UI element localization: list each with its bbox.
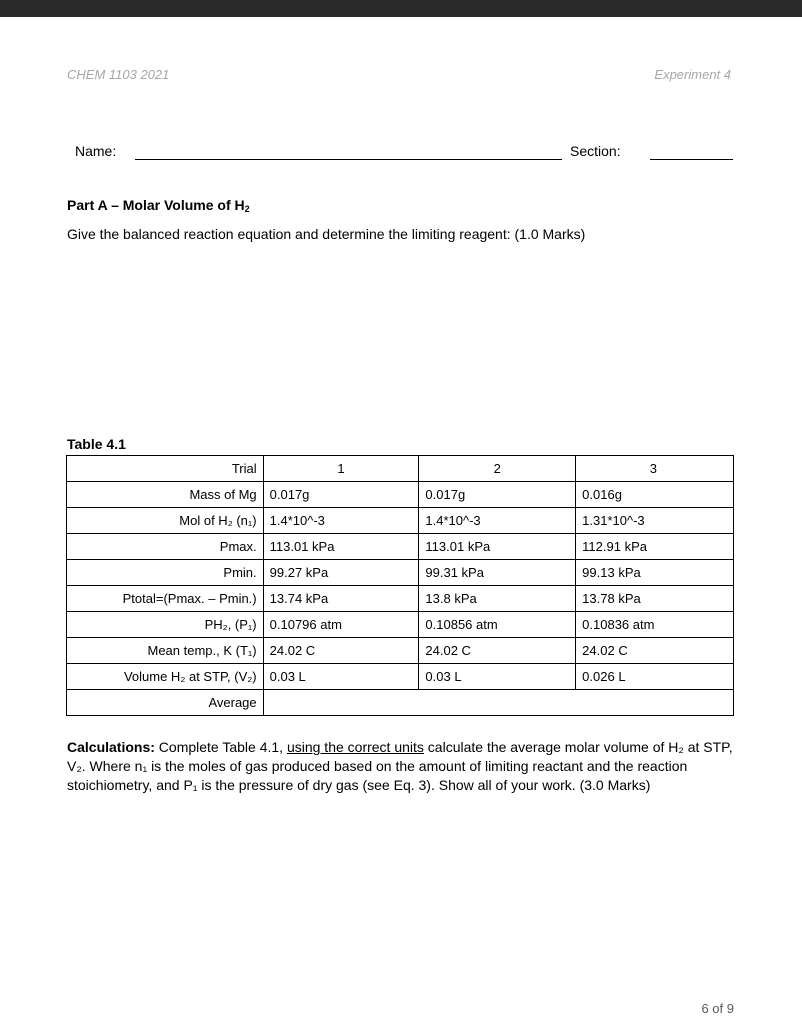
cell[interactable]: 99.13 kPa bbox=[576, 560, 734, 586]
table-row bbox=[67, 508, 734, 534]
row-label: Ptotal=(Pmax. – Pmin.) bbox=[67, 586, 264, 612]
cell[interactable]: 0.03 L bbox=[419, 664, 576, 690]
cell[interactable]: 99.27 kPa bbox=[263, 560, 419, 586]
cell[interactable]: 13.78 kPa bbox=[576, 586, 734, 612]
section-field[interactable] bbox=[650, 159, 733, 160]
cell[interactable]: 24.02 C bbox=[263, 638, 419, 664]
table-row bbox=[67, 482, 734, 508]
page-number: 6 of 9 bbox=[701, 1001, 734, 1016]
calculations-lead: Calculations: bbox=[67, 739, 155, 755]
table-row bbox=[67, 638, 734, 664]
trial-2-header: 2 bbox=[419, 456, 576, 482]
average-row bbox=[67, 690, 734, 716]
row-label: Pmax. bbox=[67, 534, 264, 560]
table-row bbox=[67, 612, 734, 638]
cell[interactable]: 113.01 kPa bbox=[263, 534, 419, 560]
trial-label: Trial bbox=[67, 456, 264, 482]
average-label: Average bbox=[67, 690, 264, 716]
row-label: Pmin. bbox=[67, 560, 264, 586]
table-row bbox=[67, 534, 734, 560]
course-header: CHEM 1103 2021 bbox=[67, 67, 170, 82]
cell[interactable]: 0.017g bbox=[263, 482, 419, 508]
data-table bbox=[66, 455, 734, 716]
row-label: Mass of Mg bbox=[67, 482, 264, 508]
correct-units-emphasis: using the correct units bbox=[286, 739, 424, 755]
cell[interactable]: 0.03 L bbox=[263, 664, 419, 690]
top-bar bbox=[0, 0, 802, 17]
part-a-instruction: Give the balanced reaction equation and determine the limiting reagent: (1.0 Marks) bbox=[67, 226, 586, 242]
cell[interactable]: 24.02 C bbox=[576, 638, 734, 664]
average-cell[interactable] bbox=[263, 690, 733, 716]
name-label: Name: bbox=[75, 143, 117, 159]
cell[interactable]: 112.91 kPa bbox=[576, 534, 734, 560]
row-label: Mean temp., K (T₁) bbox=[67, 638, 264, 664]
cell[interactable]: 0.016g bbox=[576, 482, 734, 508]
calculations-text: Calculations: Complete Table 4.1, using the correct units calculate the average molar volume of H₂ at STP, V₂. Where n₁ is the moles of gas produced based on the amount of limiting reactant and the reaction stoichiometry, and P₁ is the pressure of dry gas (see Eq. 3). Show all of your work. (3.0 Marks) bbox=[67, 739, 733, 793]
cell[interactable]: 1.31*10^-3 bbox=[576, 508, 734, 534]
cell[interactable]: 13.74 kPa bbox=[263, 586, 419, 612]
cell[interactable]: 1.4*10^-3 bbox=[419, 508, 576, 534]
table-row bbox=[67, 560, 734, 586]
cell[interactable]: 1.4*10^-3 bbox=[263, 508, 419, 534]
part-a-title: Part A – Molar Volume of $H_2$ bbox=[67, 197, 250, 214]
table-row bbox=[67, 664, 734, 690]
cell[interactable]: 0.10856 atm bbox=[419, 612, 576, 638]
table-header-row bbox=[67, 456, 734, 482]
cell[interactable]: 113.01 kPa bbox=[419, 534, 576, 560]
cell[interactable]: 24.02 C bbox=[419, 638, 576, 664]
table-row bbox=[67, 586, 734, 612]
row-label: PH₂, (P₁) bbox=[67, 612, 264, 638]
trial-1-header: 1 bbox=[263, 456, 419, 482]
row-label: Mol of H₂ (n₁) bbox=[67, 508, 264, 534]
cell[interactable]: 13.8 kPa bbox=[419, 586, 576, 612]
row-label: Volume H₂ at STP, (V₂) bbox=[67, 664, 264, 690]
cell[interactable]: 0.10796 atm bbox=[263, 612, 419, 638]
table-label: Table 4.1 bbox=[67, 436, 126, 452]
cell[interactable]: 0.017g bbox=[419, 482, 576, 508]
cell[interactable]: 99.31 kPa bbox=[419, 560, 576, 586]
name-field[interactable] bbox=[135, 159, 562, 160]
experiment-header: Experiment 4 bbox=[654, 67, 731, 82]
trial-3-header: 3 bbox=[576, 456, 734, 482]
cell[interactable]: 0.10836 atm bbox=[576, 612, 734, 638]
section-label: Section: bbox=[570, 143, 621, 159]
cell[interactable]: 0.026 L bbox=[576, 664, 734, 690]
